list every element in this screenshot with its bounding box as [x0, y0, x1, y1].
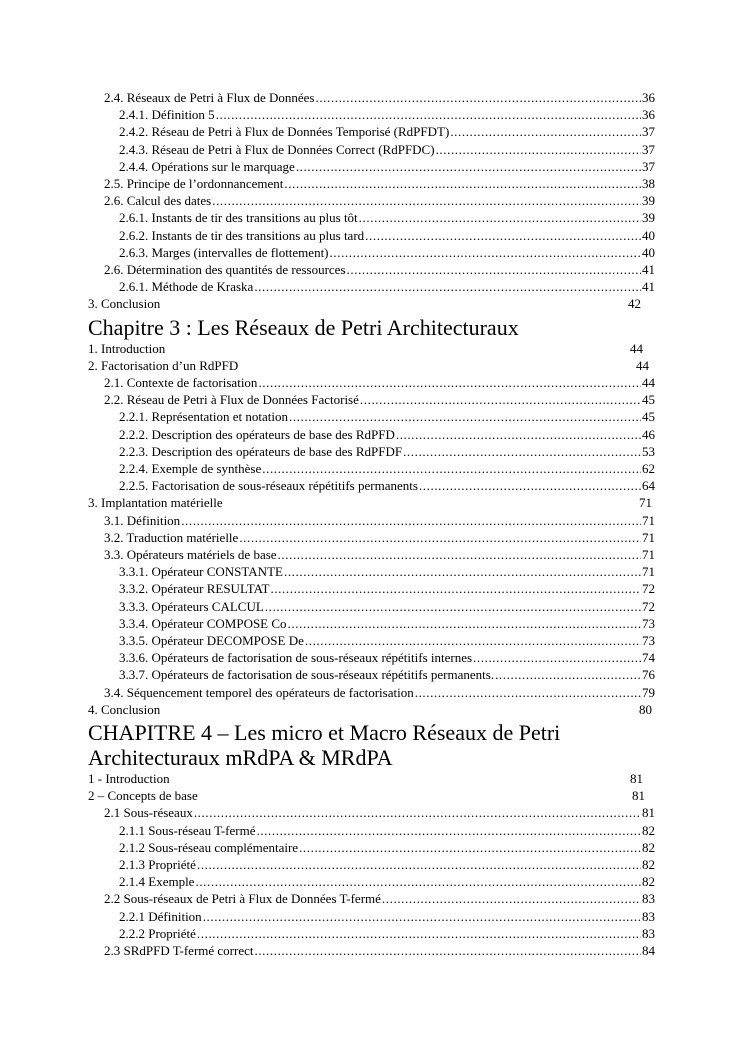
toc-page-number: 37 [642, 124, 655, 140]
toc-entry[interactable] [104, 374, 655, 391]
dot-leader [419, 477, 641, 494]
dot-leader [305, 632, 641, 649]
dot-leader [360, 391, 641, 408]
toc-entry[interactable] [119, 408, 655, 425]
toc-entry[interactable] [104, 89, 655, 106]
dot-leader [473, 649, 641, 666]
toc-page-number: 80 [639, 701, 652, 717]
toc-entry-label: 2.4.3. Réseau de Petri à Flux de Données Correct (RdPFDC) [119, 141, 435, 157]
toc-entry-label: 2.6.1. Instants de tir des transitions au plus tôt [119, 210, 358, 226]
toc-entry-label: 2.2. Réseau de Petri à Flux de Données Factorisé [104, 392, 359, 408]
toc-page-number: 42 [628, 296, 641, 312]
toc-page-number: 39 [642, 193, 655, 209]
toc-entry-label: 3. Conclusion [88, 296, 161, 312]
dot-leader [197, 856, 641, 873]
toc-entry-label: 2.2.1. Représentation et notation [119, 409, 288, 425]
dot-leader [365, 227, 641, 244]
toc-entry-label: 2.2.4. Exemple de synthèse [119, 461, 262, 476]
toc-page-number: 36 [642, 107, 655, 123]
toc-page-number: 72 [642, 581, 655, 597]
toc-entry-label: 3.3.3. Opérateurs CALCUL [119, 598, 264, 614]
toc-entry[interactable] [119, 908, 655, 925]
toc-entry[interactable] [104, 529, 655, 546]
toc-page-number: 71 [642, 564, 655, 580]
toc-entry-label: 2.1.3 Propriété [119, 857, 196, 872]
toc-entry[interactable] [119, 649, 655, 666]
toc-page-number: 82 [642, 839, 655, 855]
chapter-heading: Chapitre 3 : Les Réseaux de Petri Architecturaux [88, 314, 519, 340]
toc-page-number: 83 [642, 908, 655, 924]
toc-entry-label: 2.6. Calcul des dates [104, 193, 212, 209]
dot-leader [289, 408, 641, 425]
toc-page-number: 71 [642, 512, 655, 528]
dot-leader [450, 123, 641, 140]
toc-entry-label: 3.2. Traduction matérielle [104, 529, 239, 545]
toc-entry[interactable] [119, 141, 655, 158]
toc-page-number: 81 [630, 771, 643, 786]
toc-page-number: 45 [642, 392, 655, 408]
toc-entry-label: 2.6. Détermination des quantités de ressources [104, 262, 346, 277]
toc-page-number: 76 [642, 667, 655, 683]
toc-entry-label: 2.4.2. Réseau de Petri à Flux de Données Temporisé (RdPFDT) [119, 124, 450, 140]
toc-entry[interactable] [119, 227, 655, 244]
toc-entry-label: 1 - Introduction [88, 771, 170, 786]
toc-entry-label: 2.3 SRdPFD T-fermé correct [104, 943, 254, 958]
dot-leader [403, 443, 641, 460]
toc-entry[interactable] [119, 632, 655, 649]
toc-entry[interactable] [119, 839, 655, 856]
toc-entry[interactable] [119, 106, 655, 123]
toc-entry-label: 2.2.5. Factorisation de sous-réseaux répétitifs permanents [119, 478, 418, 494]
toc-page-number: 36 [642, 90, 655, 105]
toc-page-number: 82 [642, 874, 655, 890]
dot-leader [194, 804, 641, 821]
toc-entry[interactable] [88, 787, 645, 804]
dot-leader [284, 175, 641, 192]
toc-entry-label: 2.6.2. Instants de tir des transitions au plus tard [119, 227, 365, 243]
toc-page-number: 79 [642, 684, 655, 700]
toc-entry[interactable] [119, 856, 655, 873]
toc-entry-label: 2.5. Principe de l’ordonnancement [104, 176, 284, 191]
dot-leader [415, 684, 641, 701]
toc-entry-label: 3.1. Définition [104, 512, 181, 528]
toc-entry-label: 3.3.4. Opérateur COMPOSE Co [119, 615, 287, 631]
toc-entry[interactable] [104, 890, 655, 907]
toc-entry-label: 2 – Concepts de base [88, 788, 198, 804]
toc-entry-label: 2.1. Contexte de factorisation [104, 375, 258, 390]
toc-entry[interactable] [104, 512, 655, 529]
toc-entry[interactable] [119, 580, 655, 597]
toc-entry[interactable] [119, 278, 655, 295]
toc-entry[interactable] [119, 477, 655, 494]
toc-page-number: 71 [639, 495, 652, 511]
toc-entry-label: 2.2.2. Description des opérateurs de base des RdPFD [119, 426, 395, 442]
toc-entry[interactable] [104, 175, 655, 192]
toc-page-number: 74 [642, 650, 655, 666]
toc-entry-label: 2.4.1. Définition 5 [119, 107, 215, 123]
toc-entry-label: 2.2.1 Définition [119, 908, 202, 924]
toc-entry[interactable] [119, 123, 655, 140]
toc-entry[interactable] [88, 295, 641, 312]
toc-page-number: 41 [642, 279, 655, 295]
dot-leader [239, 529, 641, 546]
toc-entry[interactable] [119, 615, 655, 632]
dot-leader [347, 261, 641, 278]
toc-entry-label: 2.6.3. Marges (intervalles de flottement) [119, 244, 329, 260]
toc-entry-label: 3.3.6. Opérateurs de factorisation de sous-réseaux répétitifs internes [119, 650, 473, 666]
toc-entry[interactable] [104, 546, 655, 563]
dot-leader [284, 563, 641, 580]
toc-page-number: 40 [642, 244, 655, 260]
toc-entry-label: 2.4. Réseaux de Petri à Flux de Données [104, 90, 315, 105]
dot-leader [382, 890, 641, 907]
toc-page-number: 38 [642, 176, 655, 191]
toc-page-number: 73 [642, 615, 655, 631]
toc-entry[interactable] [119, 925, 655, 942]
dot-leader [258, 374, 641, 391]
dot-leader [256, 822, 641, 839]
toc-page-number: 82 [642, 857, 655, 872]
dot-leader [254, 942, 641, 959]
toc-entry[interactable] [119, 598, 655, 615]
toc-page-number: 40 [642, 227, 655, 243]
dot-leader [203, 908, 641, 925]
toc-page-number: 44 [630, 340, 643, 356]
dot-leader [278, 546, 641, 563]
toc-entry[interactable] [104, 192, 655, 209]
toc-page-number: 84 [642, 943, 655, 958]
dot-leader [181, 512, 641, 529]
toc-page-number: 37 [642, 158, 655, 174]
toc-entry-label: 3. Implantation matérielle [88, 495, 223, 511]
dot-leader [212, 192, 641, 209]
toc-entry-label: 2.4.4. Opérations sur le marquage [119, 158, 295, 174]
toc-entry[interactable] [88, 770, 643, 787]
dot-leader [195, 873, 641, 890]
toc-entry[interactable] [104, 261, 655, 278]
dot-leader [436, 141, 641, 158]
dot-leader [197, 925, 641, 942]
chapter-heading: Architecturaux mRdPA & MRdPA [88, 745, 393, 770]
toc-page-number: 71 [642, 547, 655, 562]
toc-entry[interactable] [88, 357, 649, 374]
toc-page-number: 41 [642, 262, 655, 277]
toc-entry-label: 2.1.4 Exemple [119, 874, 195, 890]
toc-page-number: 64 [642, 478, 655, 494]
dot-leader [396, 426, 641, 443]
toc-page-number: 37 [642, 141, 655, 157]
toc-entry-label: 2.1.2 Sous-réseau complémentaire [119, 839, 299, 855]
toc-entry-label: 3.3.1. Opérateur CONSTANTE [119, 564, 283, 580]
dot-leader [315, 89, 641, 106]
dot-leader [495, 666, 641, 683]
toc-entry[interactable] [88, 701, 652, 718]
toc-entry[interactable] [119, 822, 655, 839]
toc-entry[interactable] [119, 563, 655, 580]
toc-entry[interactable] [119, 873, 655, 890]
dot-leader [296, 158, 641, 175]
toc-entry-label: 2.2 Sous-réseaux de Petri à Flux de Données T-fermé [104, 891, 381, 907]
toc-entry-label: 2.2.2 Propriété [119, 925, 196, 941]
toc-page-number: 81 [632, 788, 645, 804]
dot-leader [262, 460, 641, 477]
toc-page-number: 62 [642, 461, 655, 476]
toc-entry[interactable] [119, 209, 655, 226]
toc-entry[interactable] [104, 684, 655, 701]
dot-leader [330, 244, 641, 261]
toc-page-number: 39 [642, 210, 655, 226]
toc-page-number: 53 [642, 443, 655, 459]
dot-leader [270, 580, 641, 597]
toc-page-number: 44 [636, 357, 649, 373]
toc-entry-label: 2.1.1 Sous-réseau T-fermé [119, 822, 256, 838]
toc-entry[interactable] [119, 460, 655, 477]
toc-page-number: 82 [642, 822, 655, 838]
toc-entry-label: 4. Conclusion [88, 701, 161, 717]
dot-leader [359, 209, 641, 226]
toc-entry[interactable] [88, 340, 643, 357]
toc-entry-label: 2. Factorisation d’un RdPFD [88, 357, 239, 373]
toc-entry[interactable] [119, 666, 655, 683]
toc-entry-label: 3.3.7. Opérateurs de factorisation de sous-réseaux répétitifs permanents. [119, 667, 495, 683]
dot-leader [265, 598, 641, 615]
toc-page-number: 83 [642, 925, 655, 941]
dot-leader [254, 278, 641, 295]
toc-entry-label: 3.3.2. Opérateur RESULTAT [119, 581, 270, 597]
toc-entry-label: 2.2.3. Description des opérateurs de base des RdPFDF [119, 443, 403, 459]
toc-entry-label: 3.3. Opérateurs matériels de base [104, 547, 277, 562]
toc-page-number: 81 [642, 805, 655, 821]
toc-entry[interactable] [104, 942, 655, 959]
toc-entry-label: 1. Introduction [88, 340, 166, 356]
toc-entry[interactable] [104, 804, 655, 821]
toc-page-number: 71 [642, 529, 655, 545]
toc-entry-label: 3.3.5. Opérateur DECOMPOSE De [119, 633, 304, 648]
toc-entry[interactable] [119, 443, 655, 460]
toc-page-number: 73 [642, 633, 655, 648]
toc-page-number: 72 [642, 598, 655, 614]
toc-entry[interactable] [119, 426, 655, 443]
toc-entry-label: 2.1 Sous-réseaux [104, 805, 193, 821]
toc-page-number: 45 [642, 409, 655, 425]
toc-entry-label: 2.6.1. Méthode de Kraska [119, 279, 254, 295]
dot-leader [299, 839, 641, 856]
chapter-heading: CHAPITRE 4 – Les micro et Macro Réseaux de Petri [88, 720, 561, 745]
toc-entry[interactable] [119, 244, 655, 261]
toc-page-number: 44 [642, 375, 655, 390]
dot-leader [288, 615, 641, 632]
toc-page-number: 83 [642, 891, 655, 907]
toc-entry-label: 3.4. Séquencement temporel des opérateurs de factorisation [104, 684, 414, 700]
toc-page-number: 46 [642, 426, 655, 442]
dot-leader [216, 106, 641, 123]
toc-entry[interactable] [88, 494, 652, 511]
toc-entry[interactable] [119, 158, 655, 175]
toc-entry[interactable] [104, 391, 655, 408]
